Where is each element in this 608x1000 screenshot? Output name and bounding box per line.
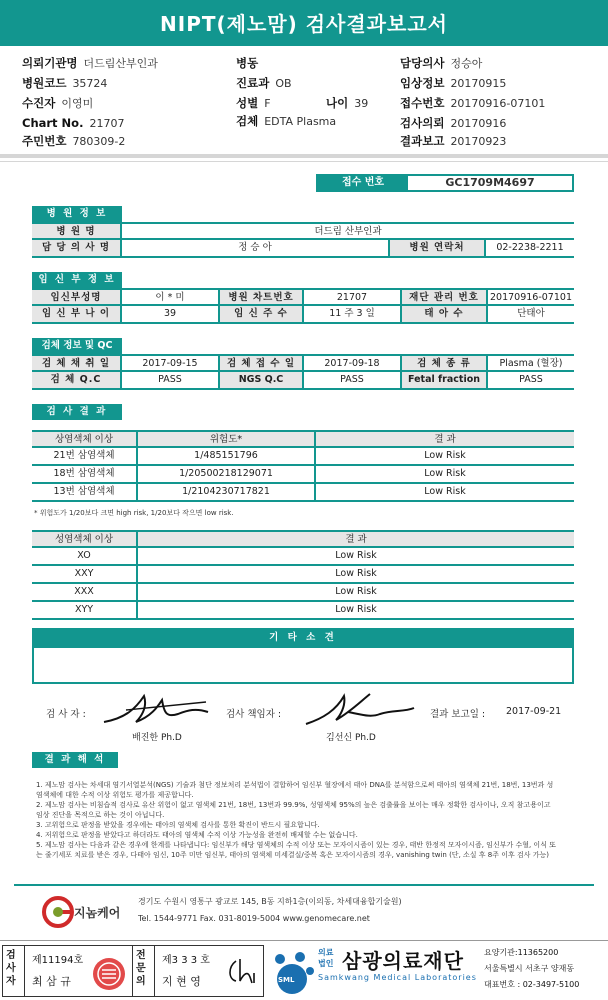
footer-company: 지놈케어 (74, 906, 121, 920)
table-row: 21번 삼염색체 1/485151796 Low Risk (32, 448, 574, 466)
section-title-hospital: 병 원 정 보 (32, 206, 122, 222)
specialist-vertical-label: 전문의 (136, 950, 146, 987)
table-header: 위험도* (138, 432, 316, 446)
autosomal-results-table (32, 430, 574, 502)
receipt-box (316, 174, 574, 192)
divider (0, 161, 608, 162)
list-item: 5. 제노맘 검사는 다음과 같은 경우에 한계를 나타냅니다: 임신부가 해당 염색체의 수적 이상 또는 모자이시즘이 있는 경우, 태반 한정적 모자이시즘, 임신부가 수혈, 이식 또는 줄기세포 치료를 받은 경우, 다태아 임신, 10주 미만 임신부, 태아의 염색체 미세결실/중복 혹은 모자이시즘의 경우, vanishing twin (단, 소실 후 8주 이후 검사 가능) (36, 841, 556, 859)
section-title-pregnant: 임 신 부 정 보 (32, 272, 122, 288)
interpretation-list (36, 780, 556, 860)
header-field: 주민번호 780309-2 (22, 134, 126, 148)
tester-signature-icon (96, 688, 216, 730)
section-title-misc: 기 타 소 견 (32, 628, 574, 648)
report-date-label: 결과 보고일 : (430, 709, 486, 720)
header-field: 병동 (236, 56, 259, 70)
header-field: 병원코드 35724 (22, 76, 108, 90)
section-title-specimen: 검체 정보 및 QC (32, 338, 122, 354)
risk-footnote: * 위험도가 1/20보다 크면 high risk, 1/20보다 작으면 low risk. (34, 509, 234, 517)
header-field: 접수번호 20170916-07101 (400, 96, 546, 110)
table-header: 상염색체 이상 (32, 432, 138, 446)
tester-name: 배진한 Ph.D (132, 733, 182, 743)
table-row: 13번 삼염색체 1/2104230717821 Low Risk (32, 484, 574, 502)
table-row: 18번 삼염색체 1/20500218129071 Low Risk (32, 466, 574, 484)
specialist-name-bottom: 지 현 영 (162, 975, 201, 988)
list-item: 1. 제노맘 검사는 차세대 염기서열분석(NGS) 기술과 첨단 정보처리 분석법이 결합하여 임신부 혈장에서 태아 DNA를 분석함으로써 태아의 염색체 21번, 18번, 13번과 성염색체에 대한 수적 이상 위험도 평가를 제공합니다. (36, 781, 554, 799)
foundation-name: 삼광의료재단 (342, 949, 464, 973)
table-header: 결 과 (316, 432, 574, 446)
tester-label: 검 사 자 : (46, 709, 86, 720)
header-field: 담당의사 정승아 (400, 56, 483, 70)
table-row: XO Low Risk (32, 548, 574, 566)
foundation-small: 의료법인 (318, 948, 334, 968)
misc-content (32, 648, 574, 684)
bottom-bar (0, 940, 608, 1000)
foundation-address: 서울특별시 서초구 양재동 (484, 964, 575, 973)
footer-divider (14, 884, 594, 886)
tester-name-bottom: 최 삼 규 (32, 975, 71, 988)
table-row: XXY Low Risk (32, 566, 574, 584)
manager-name: 김선신 Ph.D (326, 733, 376, 743)
foundation-en: Samkwang Medical Laboratories (318, 973, 477, 982)
list-item: 4. 저위험으로 판정을 받았다고 하더라도 태아의 염색체 수적 이상 가능성을 완전히 배제할 수는 없습니다. (36, 831, 358, 839)
header-field: 수진자 이영미 (22, 96, 94, 110)
header-field: 임상정보 20170915 (400, 76, 507, 90)
table-header: 성염색체 이상 (32, 532, 138, 546)
tester-seal-icon (90, 955, 128, 993)
header-field: 성별 F (236, 96, 271, 110)
genomecare-logo-icon (40, 894, 76, 930)
sex-chromosome-table (32, 530, 574, 620)
report-title: NIPT(제노맘) 검사결과보고서 (0, 0, 608, 46)
table-row: XYY Low Risk (32, 602, 574, 620)
report-date: 2017-09-21 (506, 706, 562, 717)
manager-label: 검사 책임자 : (226, 709, 282, 720)
header-field: 의뢰기관명 더드림산부인과 (22, 56, 158, 70)
specimen-table: 검 체 채 취 일 2017-09-15 검 체 접 수 일 2017-09-18 검 체 종 류 Plasma (혈장) 검 체 Q.C PASS NGS Q.C PASS Fetal fraction PASS (32, 354, 574, 390)
sml-logo-text: SML (278, 976, 295, 984)
table-header: 결 과 (138, 532, 574, 546)
header-field: 나이 39 (326, 96, 369, 110)
footer-contact: Tel. 1544-9771 Fax. 031-8019-5004 www.genomecare.net (138, 914, 370, 923)
foundation-code: 요양기관:11365200 (484, 948, 559, 957)
tester-vertical-label: 검사자 (6, 950, 16, 987)
list-item: 2. 제노맘 검사는 비침습적 검사로 유산 위험이 없고 염색체 21번, 18번, 13번과 99.9%, 성염색체 95%의 높은 검출률을 보이는 매우 정확한 검사이나, 오직 참고용이고 임상 진단을 목적으로 하는 것이 아닙니다. (36, 801, 551, 819)
list-item: 3. 고위험으로 판정을 받았을 경우에는 태아의 염색체 검사를 통한 확진이 반드시 필요합니다. (36, 821, 320, 829)
sml-logo-icon (270, 949, 318, 997)
receipt-label: 접수 번호 (318, 176, 408, 190)
specialist-license-no: 제3 3 3 호 (162, 955, 210, 966)
table-row: XXX Low Risk (32, 584, 574, 602)
header-field: 결과보고 20170923 (400, 134, 507, 148)
pregnant-table: 임신부성명 이 * 미 병원 차트번호 21707 재단 관리 번호 20170916-07101 임 신 부 나 이 39 임 신 주 수 11 주 3 일 태 아 수 단태아 (32, 288, 574, 324)
specialist-signature-icon (222, 953, 258, 989)
section-title-interpretation: 결 과 해 석 (32, 752, 118, 768)
section-title-results: 검 사 결 과 (32, 404, 122, 420)
header-field: 검사의뢰 20170916 (400, 116, 507, 130)
tester-license-no: 제11194호 (32, 955, 84, 966)
header-field: Chart No. 21707 (22, 116, 125, 130)
header-field: 진료과 OB (236, 76, 292, 90)
header-field: 검체 EDTA Plasma (236, 114, 337, 128)
hospital-table: 병 원 명 더드림 산부인과 담 당 의 사 명 정 승 아 병원 연락처 02-2238-2211 (32, 222, 574, 258)
receipt-value: GC1709M4697 (445, 176, 535, 189)
manager-signature-icon (300, 688, 420, 730)
divider (0, 154, 608, 158)
foundation-phone: 대표번호 : 02-3497-5100 (484, 980, 580, 989)
footer-address: 경기도 수원시 영통구 광교로 145, B동 지하1층(이의동, 차세대융합기술원) (138, 897, 402, 906)
